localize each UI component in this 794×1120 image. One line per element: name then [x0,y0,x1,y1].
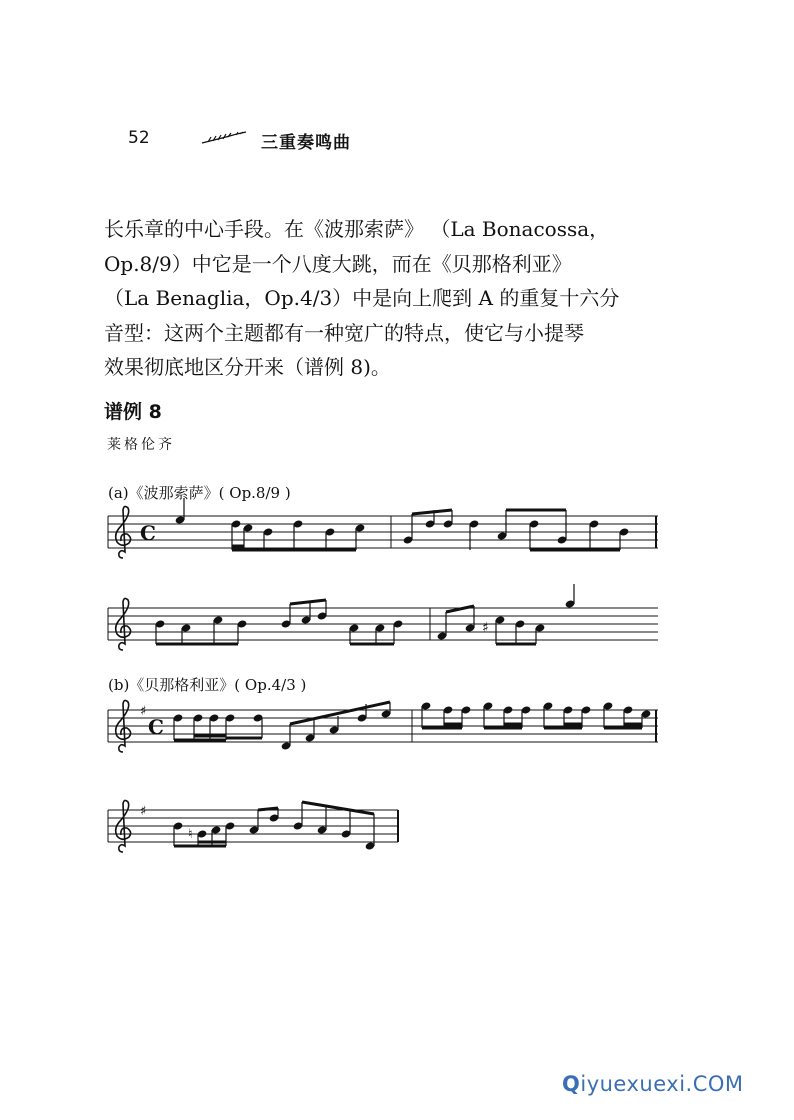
example-heading: 谱例 8 [104,401,162,423]
body-line: 音型：这两个主题都有一种宽广的特点，使它与小提琴 [104,320,584,345]
watermark-initial: Q [562,1072,581,1096]
feather-ornament-icon [200,130,248,146]
svg-text:C: C [140,521,156,545]
running-title: 三重奏鸣曲 [261,133,351,153]
music-staff-b2 [108,800,408,860]
body-paragraph [104,212,670,385]
svg-text:C: C [148,715,164,739]
music-staff-a1 [108,506,660,566]
composer-name: 莱格伦齐 [107,437,175,453]
excerpt-b-label: (b)《贝那格利亚》( Op.4/3 ) [108,676,307,694]
svg-text:♯: ♯ [140,704,147,719]
svg-text:♮: ♮ [188,827,193,842]
watermark-name: iyuexuexi [580,1072,686,1096]
body-line: 效果彻底地区分开来（谱例 8)。 [104,355,391,379]
body-line: 长乐章的中心手段。在《波那索萨》 （La Bonacossa， [104,217,610,241]
page-number: 52 [128,128,150,148]
site-watermark [562,1072,744,1096]
body-line: Op.8/9）中它是一个八度大跳，而在《贝那格利亚》 [104,251,572,276]
watermark-tld: .COM [685,1072,744,1096]
excerpt-a-label: (a)《波那索萨》( Op.8/9 ) [108,484,291,502]
body-line: （La Benaglia，Op.4/3）中是向上爬到 A 的重复十六分 [104,286,620,310]
svg-text:♯: ♯ [140,804,147,819]
svg-text:♯: ♯ [482,620,489,636]
music-staff-b1 [108,700,660,760]
music-staff-a2 [108,598,660,658]
